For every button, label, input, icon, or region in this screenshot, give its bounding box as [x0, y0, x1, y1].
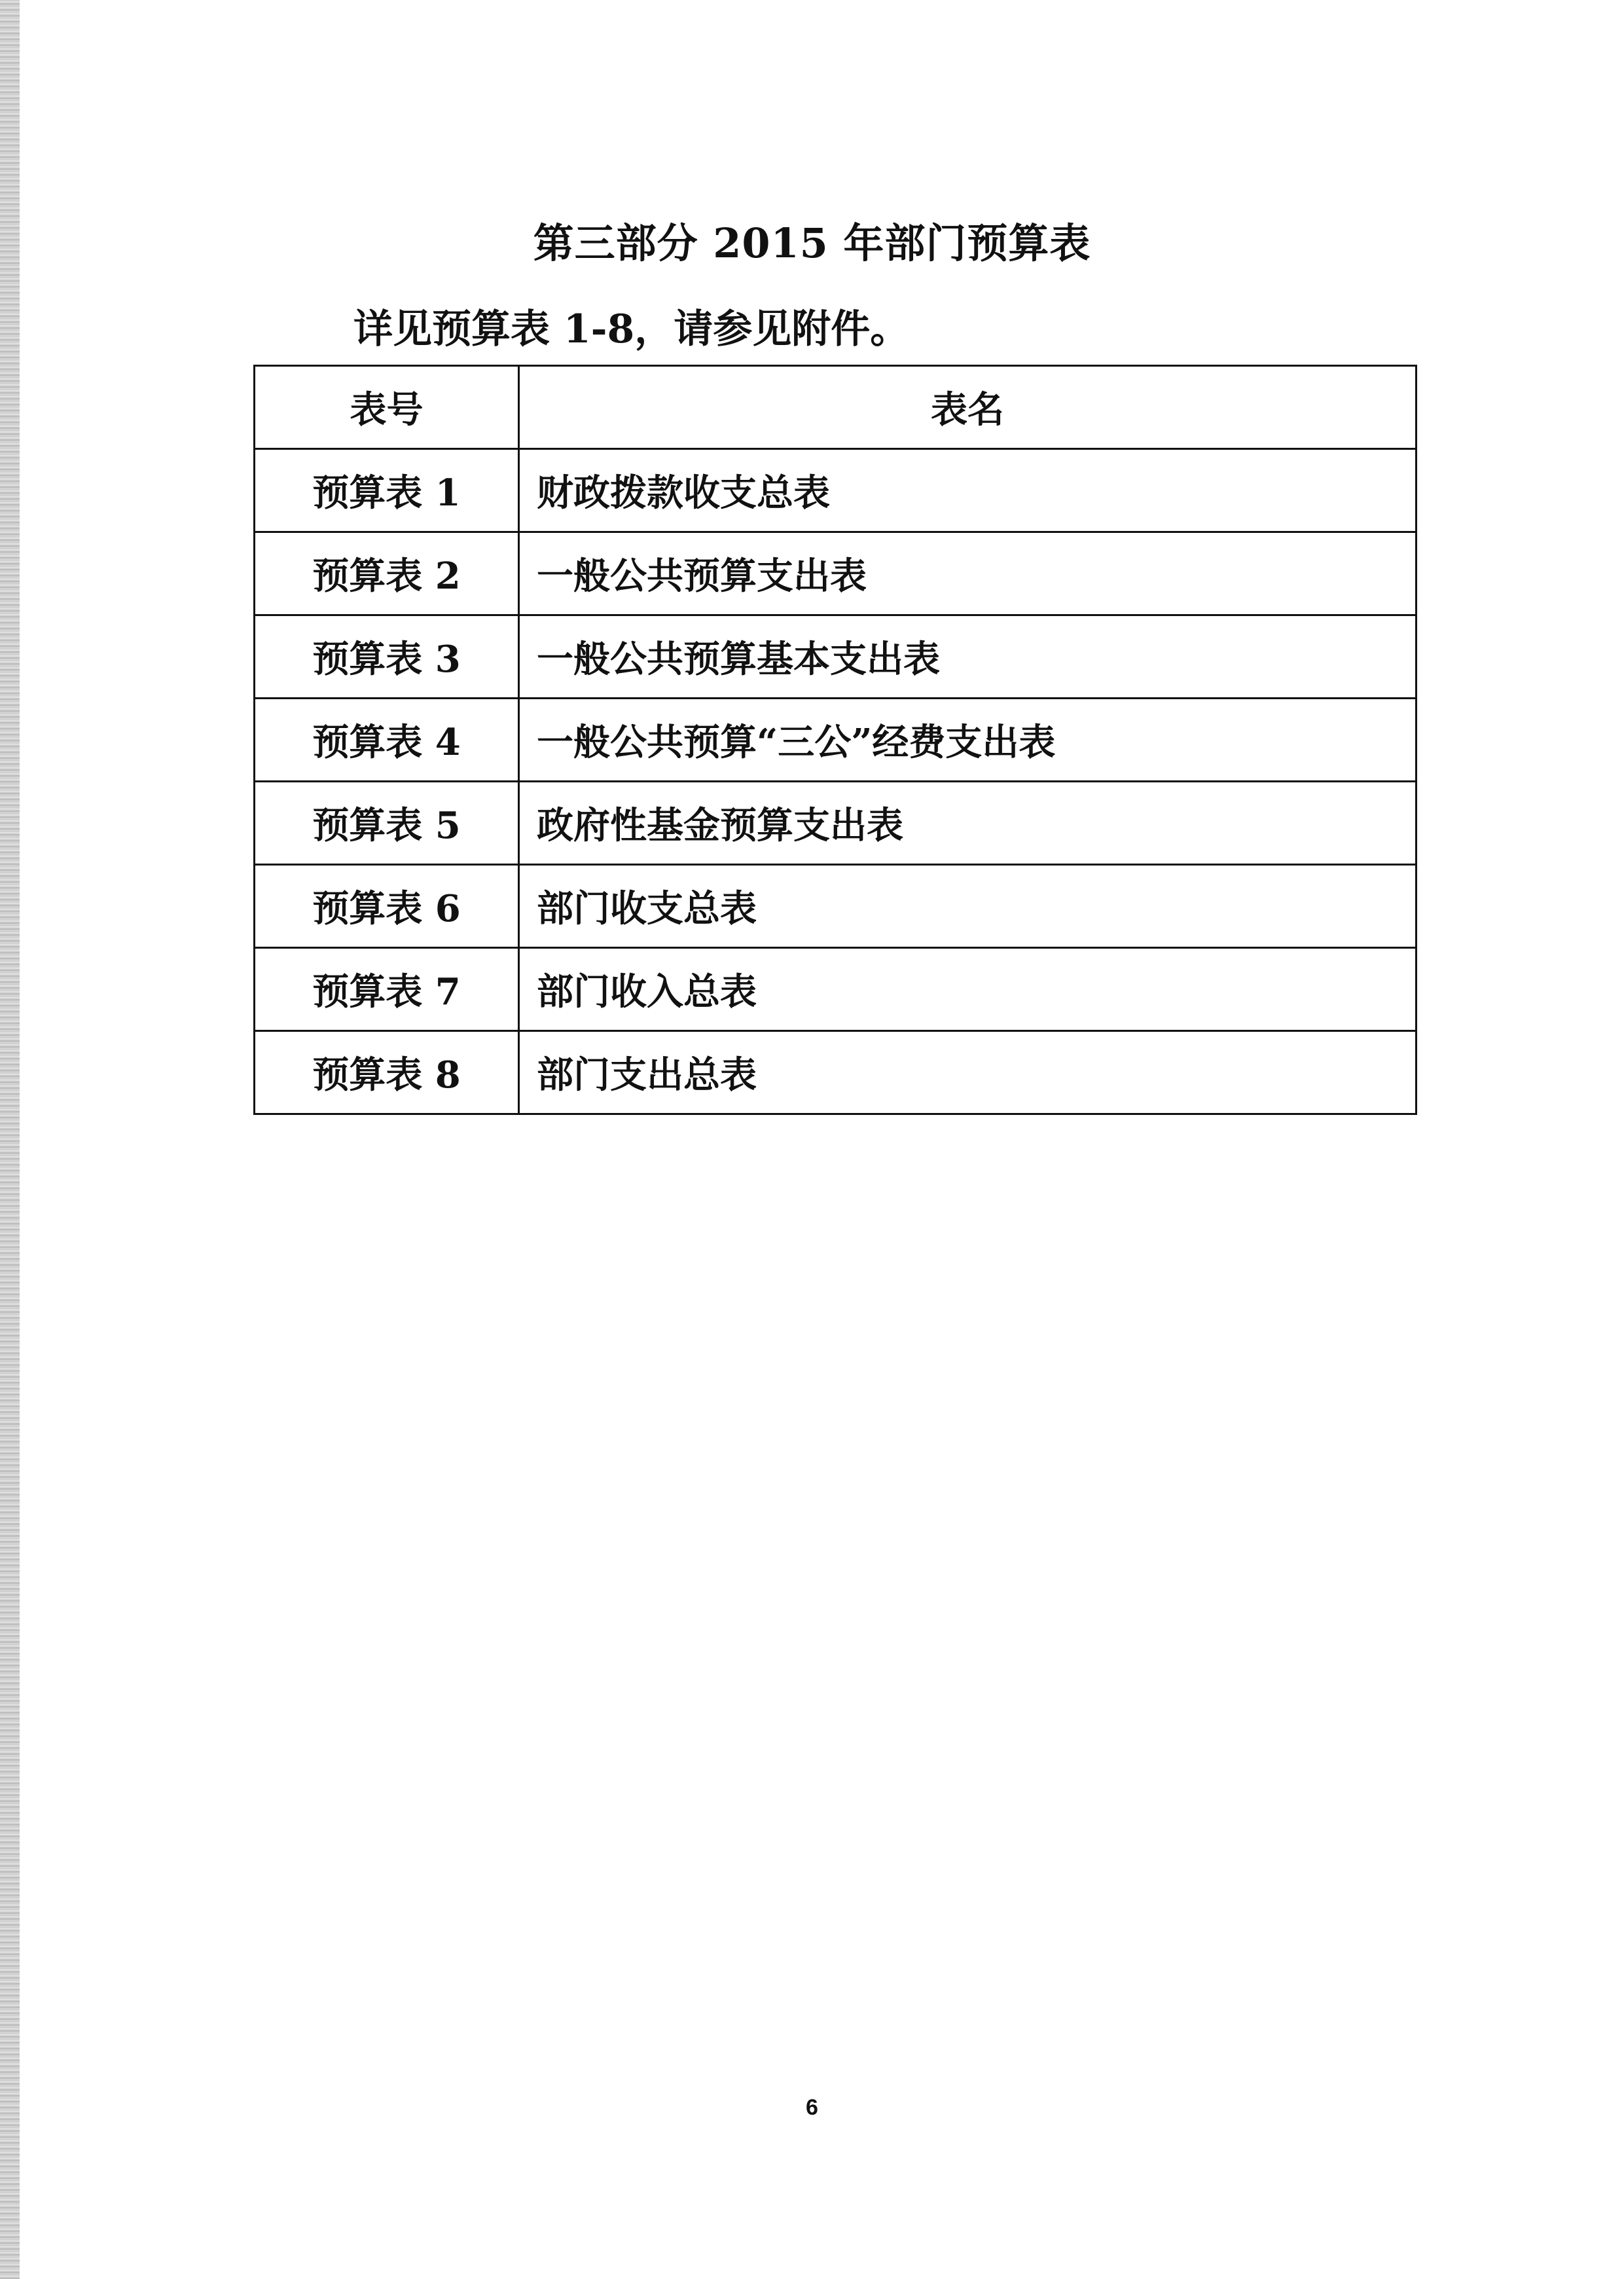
table-row: [255, 449, 1416, 532]
page-title: 第三部分 2015 年部门预算表: [533, 219, 1091, 267]
table-name-cell: 一般公共预算基本支出表: [519, 615, 1416, 699]
table-row: [255, 699, 1416, 782]
table-number-cell: 预算表 2: [255, 532, 519, 615]
table-name-cell: 一般公共预算支出表: [519, 532, 1416, 615]
table-name-cell: 一般公共预算“三公”经费支出表: [519, 699, 1416, 782]
header-table-number: 表号: [255, 366, 519, 449]
table-row: [255, 782, 1416, 865]
table-header-row: [255, 366, 1416, 449]
table-row: [255, 615, 1416, 699]
table-number-cell: 预算表 4: [255, 699, 519, 782]
intro-text: 详见预算表 1-8，请参见附件。: [353, 306, 910, 352]
header-table-name: 表名: [519, 366, 1416, 449]
table-row: [255, 948, 1416, 1031]
table-number-cell: 预算表 1: [255, 449, 519, 532]
table-name-cell: 部门收支总表: [519, 865, 1416, 948]
table-row: [255, 532, 1416, 615]
table-name-cell: 部门支出总表: [519, 1031, 1416, 1114]
table-number-cell: 预算表 8: [255, 1031, 519, 1114]
table-name-cell: 部门收入总表: [519, 948, 1416, 1031]
table-number-cell: 预算表 7: [255, 948, 519, 1031]
table-row: [255, 1031, 1416, 1114]
page-number: 6: [806, 2095, 818, 2120]
table-number-cell: 预算表 6: [255, 865, 519, 948]
scan-edge: [0, 0, 20, 2279]
table-row: [255, 865, 1416, 948]
budget-table-index: [253, 365, 1417, 1115]
table-number-cell: 预算表 5: [255, 782, 519, 865]
table-name-cell: 政府性基金预算支出表: [519, 782, 1416, 865]
table-name-cell: 财政拨款收支总表: [519, 449, 1416, 532]
table-number-cell: 预算表 3: [255, 615, 519, 699]
